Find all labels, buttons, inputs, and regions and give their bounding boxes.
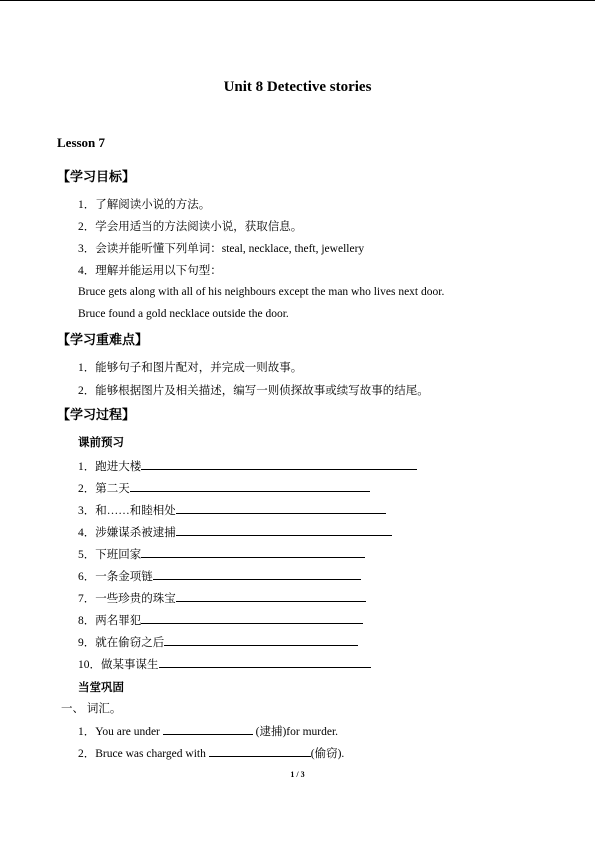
objective-item: 4．理解并能运用以下句型：: [78, 265, 222, 277]
key-point-item: 2．能够根据图片及相关描述，编写一则侦探故事或续写故事的结尾。: [78, 385, 429, 397]
vocab-blank[interactable]: [209, 745, 311, 757]
vocab-blank[interactable]: [163, 723, 253, 735]
answer-blank[interactable]: [153, 568, 361, 580]
lesson-heading: Lesson 7: [57, 135, 106, 150]
key-points-heading: 【学习重难点】: [57, 333, 149, 348]
answer-blank[interactable]: [130, 480, 370, 492]
answer-blank[interactable]: [176, 524, 392, 536]
header-rule: [0, 0, 595, 1]
preview-item: 2．第二天: [78, 480, 370, 496]
vocab-title: 一、 词汇。: [61, 703, 122, 715]
process-heading: 【学习过程】: [57, 408, 136, 423]
objective-item: 2．学会用适当的方法阅读小说，获取信息。: [78, 221, 303, 233]
objective-item: 3．会读并能听懂下列单词：steal, necklace, theft, jewellery: [78, 243, 365, 255]
page-number: 1 / 3: [290, 770, 305, 779]
preview-item: 9．就在偷窃之后: [78, 634, 358, 650]
answer-blank[interactable]: [141, 546, 365, 558]
preview-item: 3．和……和睦相处: [78, 502, 386, 518]
answer-blank[interactable]: [141, 612, 363, 624]
answer-blank[interactable]: [164, 634, 358, 646]
preview-item: 8．两名罪犯: [78, 612, 363, 628]
vocab-item: 2．Bruce was charged with (偷窃).: [78, 745, 344, 761]
preview-item: 6．一条金项链: [78, 568, 361, 584]
preview-title: 课前预习: [78, 435, 124, 449]
preview-item: 10．做某事谋生: [78, 656, 371, 672]
answer-blank[interactable]: [176, 590, 366, 602]
objective-item: 1．了解阅读小说的方法。: [78, 199, 211, 211]
preview-item: 7．一些珍贵的珠宝: [78, 590, 366, 606]
vocab-item: 1．You are under (逮捕)for murder.: [78, 723, 338, 739]
preview-item: 5．下班回家: [78, 546, 365, 562]
answer-blank[interactable]: [141, 458, 417, 470]
document-title: Unit 8 Detective stories: [223, 79, 372, 95]
key-point-item: 1．能够句子和图片配对，并完成一则故事。: [78, 362, 303, 374]
objectives-heading: 【学习目标】: [57, 170, 136, 185]
consolidate-title: 当堂巩固: [78, 680, 124, 694]
preview-item: 1．跑进大楼: [78, 458, 417, 474]
preview-item: 4．涉嫌谋杀被逮捕: [78, 524, 392, 540]
answer-blank[interactable]: [159, 656, 371, 668]
example-sentence: Bruce found a gold necklace outside the door.: [78, 308, 289, 320]
answer-blank[interactable]: [176, 502, 386, 514]
example-sentence: Bruce gets along with all of his neighbours except the man who lives next door.: [78, 286, 445, 298]
